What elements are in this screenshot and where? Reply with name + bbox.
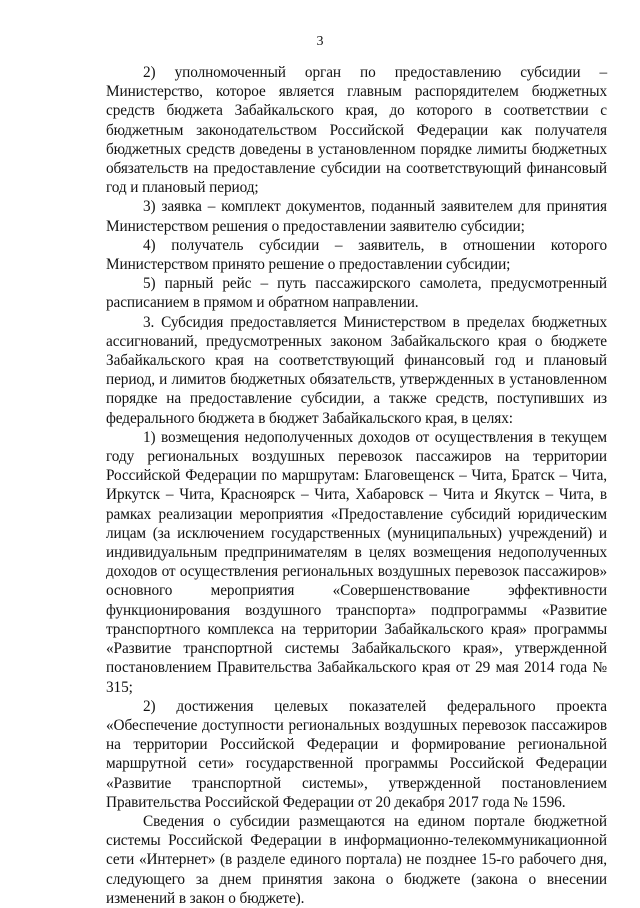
paragraph-goal-2: 2) достижения целевых показателей федерального проекта «Обеспечение доступности региональных воздушных перевозок пассажиров на территории Российской Федерации и формирование региональной маршрутной сети» государственной программы Российской Федерации «Развитие транспортной системы», утвержденной постановлением Правительства Российской Федерации от 20 декабря 2017 года № 1596. bbox=[106, 697, 607, 811]
paragraph-subsidy-info: Сведения о субсидии размещаются на едином портале бюджетной системы Российской Федерации в информационно-телекоммуникационной сети «Интернет» (в разделе единого портала) не позднее 15-го рабочего дня, следующего за днем принятия закона о бюджете (закона о внесении изменений в закон о бюджете). bbox=[106, 812, 607, 907]
document-body bbox=[106, 63, 607, 908]
paragraph-item-2: 2) уполномоченный орган по предоставлению субсидии – Министерство, которое является главным распорядителем бюджетных средств бюджета Забайкальского края, до которого в соответствии с бюджетным законодательством Российской Федерации как получателя бюджетных средств доведены в установленном порядке лимиты бюджетных обязательств на предоставление субсидии на соответствующий финансовый год и плановый период; bbox=[106, 64, 607, 197]
paragraph-section-3: 3. Субсидия предоставляется Министерством в пределах бюджетных ассигнований, предусмотренных законом Забайкальского края о бюджете Забайкальского края на соответствующий финансовый год и плановый период, и лимитов бюджетных обязательств, утвержденных в установленном порядке на предоставление субсидии, а также средств, поступивших из федерального бюджета в бюджет Забайкальского края, в целях: bbox=[106, 313, 607, 427]
paragraph-item-3: 3) заявка – комплект документов, поданный заявителем для принятия Министерством решения о предоставлении заявителю субсидии; bbox=[106, 198, 607, 235]
page-number: 3 bbox=[316, 34, 324, 49]
paragraph-item-5: 5) парный рейс – путь пассажирского самолета, предусмотренный расписанием в прямом и обратном направлении. bbox=[106, 275, 607, 312]
paragraph-item-4: 4) получатель субсидии – заявитель, в отношении которого Министерством принято решение о предоставлении субсидии; bbox=[106, 236, 607, 274]
paragraph-goal-1: 1) возмещения недополученных доходов от осуществления в текущем году региональных воздушных перевозок пассажиров на территории Российской Федерации по маршрутам: Благовещенск – Чита, Братск – Чита, Иркутск – Чита, Красноярск – Чита, Хабаровск – Чита и Якутск – Чита, в рамках реализации мероприятия «Предоставление субсидий юридическим лицам (за исключением государственных (муниципальных) учреждений) и индивидуальным предпринимателям в целях возмещения недополученных доходов от осуществления региональных воздушных перевозок пассажиров» основного мероприятия «Совершенствование эффективности функционирования воздушного транспорта» подпрограммы «Развитие транспортного комплекса на территории Забайкальского края» программы «Развитие транспортной системы Забайкальского края», утвержденной постановлением Правительства Забайкальского края от 29 мая 2014 года № 315; bbox=[106, 428, 607, 696]
